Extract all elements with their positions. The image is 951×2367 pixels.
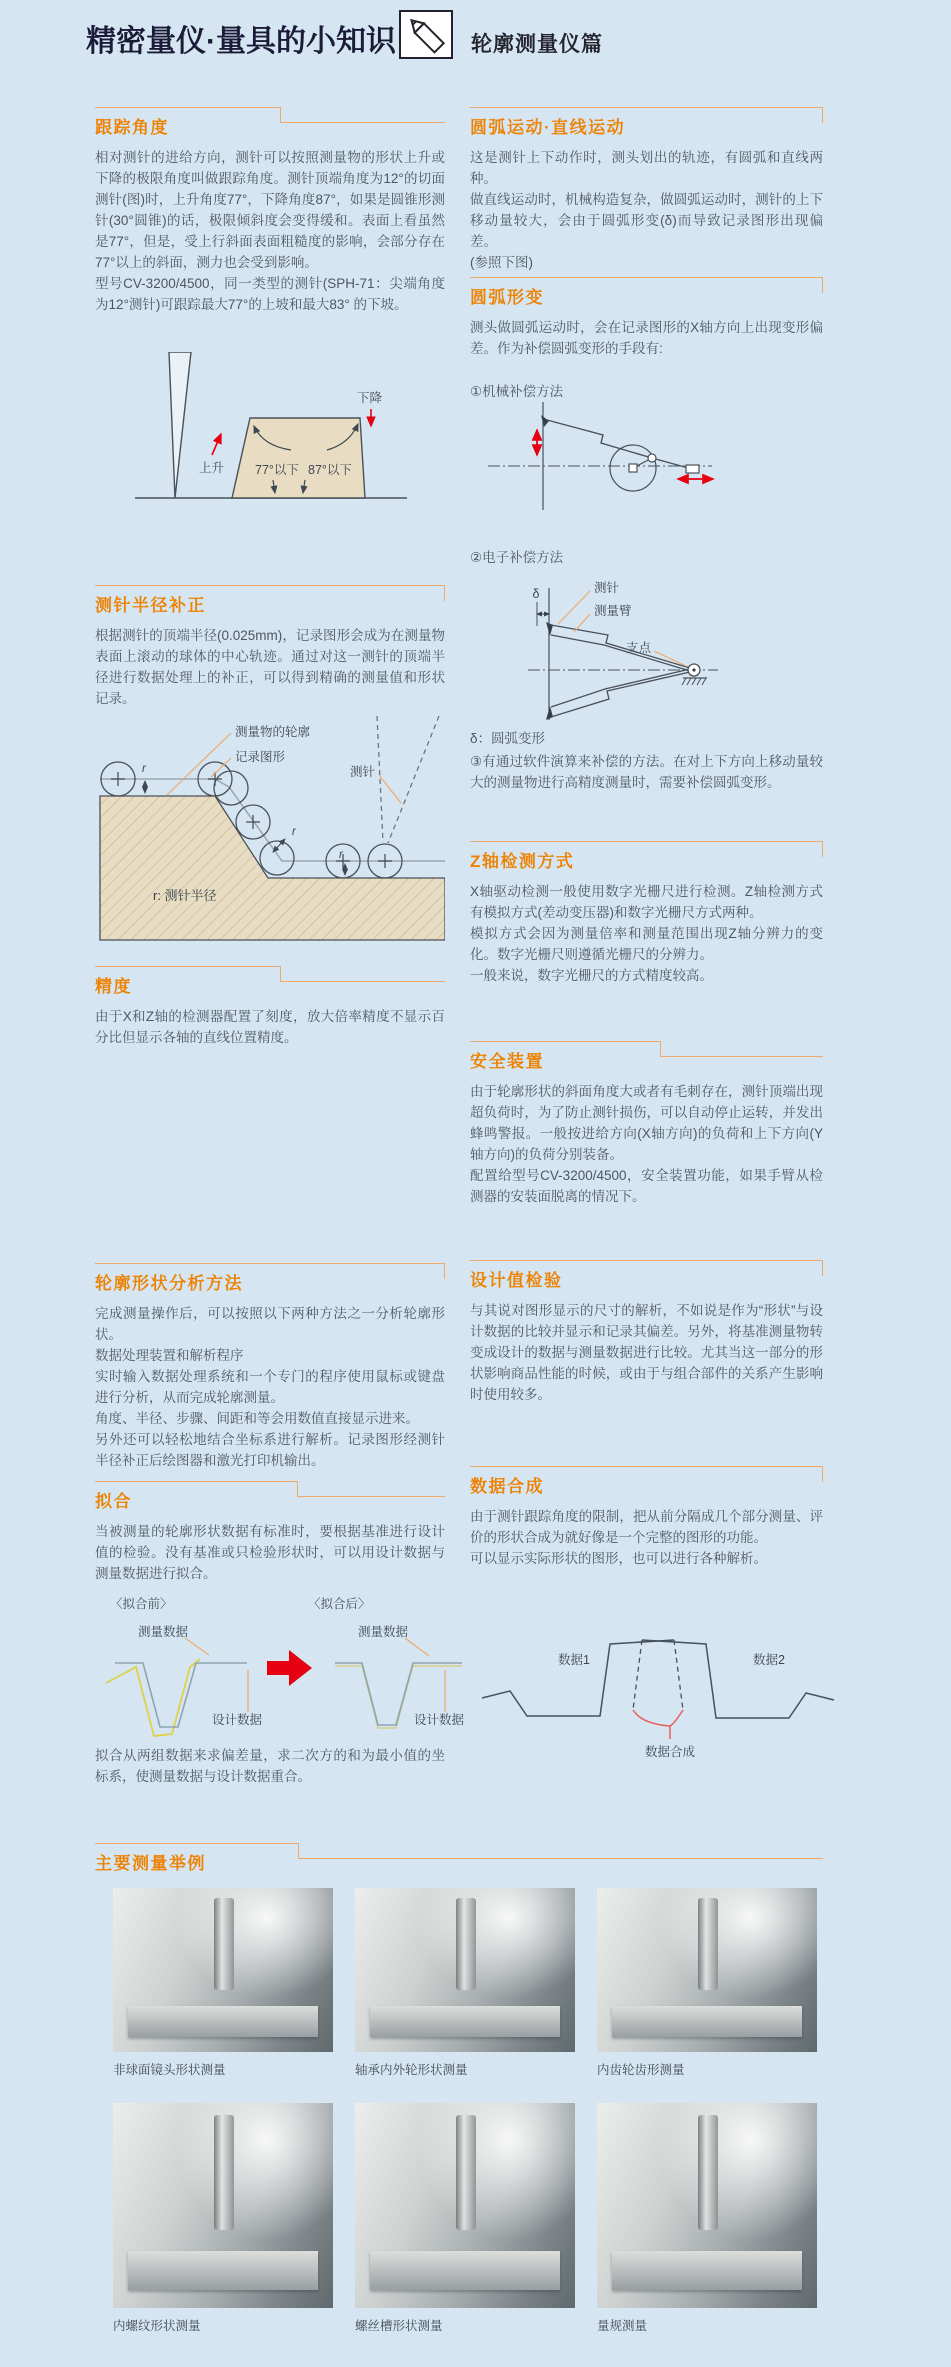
after-fitting-label: 〈拟合后〉 bbox=[308, 1597, 371, 1611]
section-title: 圆弧形变 bbox=[470, 288, 544, 307]
r-label: r bbox=[292, 826, 296, 838]
paragraph: X轴驱动检测一般使用数字光栅尺进行检测。Z轴检测方式有模拟方式(差动变压器)和数字光栅尺方式两种。 bbox=[470, 884, 823, 920]
fitting-conclusion: 拟合从两组数据来求偏差量，求二次方的和为最小值的坐标系，使测量数据与设计数据重合。 bbox=[95, 1748, 445, 1784]
paragraph: 这是测针上下动作时，测头划出的轨迹，有圆弧和直线两种。 bbox=[470, 150, 823, 186]
method1-label: ①机械补偿方法 bbox=[470, 384, 564, 399]
paragraph: 由于轮廓形状的斜面角度大或者有毛刺存在，测针顶端出现超负荷时，为了防止测针损伤，可以自动停止运转，并发出蜂鸣警报。一般按进给方向(X轴方向)的负荷和上下方向(Y轴方向)的负荷分别装备。 bbox=[470, 1084, 823, 1162]
paragraph: 测头做圆弧运动时，会在记录图形的X轴方向上出现变形偏差。作为补偿圆弧变形的手段有: bbox=[470, 320, 823, 356]
angle-down-label: 87°以下 bbox=[308, 463, 352, 477]
paragraph: 当被测量的轮廓形状数据有标准时，要根据基准进行设计值的检验。没有基准或只检验形状时，可以用设计数据与测量数据进行拟合。 bbox=[95, 1524, 445, 1581]
example-caption: 螺丝槽形状测量 bbox=[355, 2319, 443, 2333]
paragraph: 由于测针跟踪角度的限制，把从前分隔成几个部分测量、评价的形状合成为就好像是一个完整的图形的功能。 bbox=[470, 1509, 823, 1545]
example-item bbox=[597, 1888, 817, 2078]
paragraph: 数据处理装置和解析程序 bbox=[95, 1348, 244, 1363]
data-synthesis-diagram bbox=[470, 1612, 846, 1767]
rise-label: 上升 bbox=[199, 461, 225, 475]
section-z-axis-detection bbox=[470, 841, 823, 986]
method3-paragraph: ③有通过软件演算来补偿的方法。在对上下方向上移动量较大的测量物进行高精度测量时，需要补偿圆弧变形。 bbox=[470, 754, 823, 790]
photo-internal-gear bbox=[597, 1888, 817, 2052]
section-tracking-angle bbox=[95, 107, 445, 315]
section-title: 安全装置 bbox=[470, 1052, 544, 1071]
radius-note: r: 测针半径 bbox=[153, 888, 217, 903]
photo-internal-thread bbox=[113, 2103, 333, 2308]
data1-label: 数据1 bbox=[558, 1653, 590, 1667]
before-fitting-label: 〈拟合前〉 bbox=[110, 1597, 173, 1611]
merge-curve bbox=[633, 1710, 670, 1726]
paragraph: (参照下图) bbox=[470, 255, 533, 270]
lower-arm bbox=[551, 672, 690, 717]
delta-note: δ：圆弧变形 bbox=[470, 731, 546, 746]
example-item bbox=[355, 2103, 575, 2334]
paragraph: 完成测量操作后，可以按照以下两种方法之一分析轮廓形状。 bbox=[95, 1306, 445, 1342]
paragraph: 与其说对图形显示的尺寸的解析，不如说是作为“形状”与设计数据的比较并显示和记录其偏差。另外，将基准测量物转变成设计的数据与测量数据进行比较。尤其当这一部分的形状影响商品性能的时候，或由于与组合部件的关系产生影响时使用较多。 bbox=[470, 1303, 823, 1402]
angle-up-label: 77°以下 bbox=[255, 463, 299, 477]
section-arc-deformation bbox=[470, 277, 823, 402]
section-title: 数据合成 bbox=[470, 1477, 544, 1496]
measured-data-label: 测量数据 bbox=[138, 1625, 189, 1639]
section-profile-analysis bbox=[95, 1263, 445, 1471]
fitting-diagram bbox=[88, 1588, 478, 1753]
section-title: Z轴检测方式 bbox=[470, 852, 575, 871]
radius-compensation-diagram bbox=[95, 708, 445, 948]
paragraph: 角度、半径、步骤、间距和等会用数值直接显示进来。 bbox=[95, 1411, 419, 1426]
electronic-compensation-diagram bbox=[470, 568, 823, 728]
section-radius-compensation bbox=[95, 585, 445, 709]
example-caption: 量规测量 bbox=[597, 2319, 648, 2333]
workpiece-profile bbox=[100, 796, 445, 940]
section-title: 精度 bbox=[95, 977, 132, 996]
example-item bbox=[355, 1888, 575, 2078]
rise-arrow bbox=[212, 434, 221, 455]
paragraph: 型号CV-3200/4500，同一类型的测针(SPH-71：尖端角度为12°测针)可跟踪最大77°的上坡和最大83° 的下坡。 bbox=[95, 276, 445, 312]
example-item bbox=[597, 2103, 817, 2334]
paragraph: 一般来说，数字光栅尺的方式精度较高。 bbox=[470, 968, 713, 983]
page-title: 精密量仪·量具的小知识 bbox=[86, 25, 396, 58]
r-label: r bbox=[339, 849, 343, 861]
stylus-outline-dashed bbox=[388, 716, 439, 843]
measuring-arm bbox=[547, 420, 692, 469]
section-data-synthesis bbox=[470, 1466, 823, 1569]
section-title: 测针半径补正 bbox=[95, 596, 206, 615]
synthesis-label: 数据合成 bbox=[644, 1745, 696, 1759]
photo-bearing-rings bbox=[355, 1888, 575, 2052]
stylus-tip bbox=[541, 415, 549, 427]
merge-curve bbox=[670, 1710, 683, 1726]
data2-profile bbox=[642, 1640, 834, 1718]
paragraph: 可以显示实际形状的图形，也可以进行各种解析。 bbox=[470, 1551, 767, 1566]
stylus-label: 测针 bbox=[350, 765, 376, 779]
workpiece bbox=[232, 418, 365, 498]
example-caption: 非球面镜头形状测量 bbox=[113, 2063, 226, 2077]
mechanical-compensation-diagram bbox=[480, 398, 820, 543]
paragraph: 根据测针的顶端半径(0.025mm)，记录图形会成为在测量物表面上滚动的球体的中心轨迹。通过对这一测针的顶端半径进行数据处理上的补正，可以得到精确的测量值和形状记录。 bbox=[95, 628, 445, 706]
measured-data-label: 测量数据 bbox=[358, 1625, 409, 1639]
stylus-blade bbox=[169, 352, 191, 498]
section-title: 轮廓形状分析方法 bbox=[95, 1274, 243, 1293]
section-title: 圆弧运动·直线运动 bbox=[470, 118, 626, 137]
example-caption: 轴承内外轮形状测量 bbox=[355, 2063, 468, 2077]
arm-label: 测量臂 bbox=[594, 604, 632, 618]
delta-label: δ bbox=[532, 587, 540, 601]
paragraph: 做直线运动时，机械构造复杂，做圆弧运动时，测针的上下移动量较大，会由于圆弧形变(δ)而导致记录图形出现偏差。 bbox=[470, 192, 823, 249]
contour-label: 测量物的轮廓 bbox=[235, 725, 311, 739]
record-label: 记录图形 bbox=[235, 750, 286, 764]
data1-profile bbox=[482, 1640, 674, 1716]
design-data-label: 设计数据 bbox=[212, 1713, 263, 1727]
tracking-angle-diagram bbox=[95, 352, 445, 557]
paragraph: 相对测针的进给方向，测针可以按照测量物的形状上升或下降的极限角度叫做跟踪角度。测针顶端角度为12°的切面测针(图)时，上升角度77°，下降角度87°，如果是圆锥形测针(30°圆锥)的话，极限倾斜度会变得缓和。表面上看虽然是77°，但是，受上行斜面表面粗糙度的影响，会部分存在77°以上的斜面，测力也会受到影响。 bbox=[95, 150, 445, 270]
section-fitting bbox=[95, 1481, 445, 1584]
pivot-label: 支点 bbox=[626, 641, 652, 655]
section-title: 拟合 bbox=[95, 1492, 132, 1511]
design-data-label: 设计数据 bbox=[414, 1713, 465, 1727]
example-caption: 内螺纹形状测量 bbox=[113, 2319, 201, 2333]
paragraph: 配置给型号CV-3200/4500，安全装置功能，如果手臂从检测器的安装面脱离的情况下。 bbox=[470, 1168, 823, 1204]
photo-screw-groove bbox=[355, 2103, 575, 2308]
stylus-label: 测针 bbox=[594, 581, 620, 595]
section-design-value-check bbox=[470, 1260, 823, 1405]
data2-label: 数据2 bbox=[753, 1653, 785, 1667]
section-safety-device bbox=[470, 1041, 823, 1207]
method2-label: ②电子补偿方法 bbox=[470, 550, 564, 565]
upper-arm bbox=[551, 625, 690, 668]
example-item bbox=[113, 2103, 333, 2334]
transform-arrow bbox=[267, 1650, 312, 1686]
section-title: 主要测量举例 bbox=[95, 1854, 206, 1873]
pencil-icon bbox=[399, 10, 453, 59]
photo-aspheric-lens bbox=[113, 1888, 333, 2052]
r-label: r bbox=[142, 763, 146, 775]
paragraph: 模拟方式会因为测量倍率和测量范围出现Z轴分辨力的变化。数字光栅尺则遵循光栅尺的分辨力。 bbox=[470, 926, 823, 962]
paragraph: 实时输入数据处理系统和一个专门的程序使用鼠标或键盘进行分析，从而完成轮廓测量。 bbox=[95, 1369, 445, 1405]
section-arc-linear-motion bbox=[470, 107, 823, 273]
paragraph: 由于X和Z轴的检测器配置了刻度，放大倍率精度不显示百分比但显示各轴的直线位置精度。 bbox=[95, 1009, 445, 1045]
section-accuracy bbox=[95, 966, 445, 1048]
stylus-tip bbox=[546, 622, 553, 636]
section-measurement-examples bbox=[95, 1843, 823, 1874]
fall-label: 下降 bbox=[357, 391, 383, 405]
edition-label: 轮廓测量仪篇 bbox=[471, 33, 603, 56]
example-caption: 内齿轮齿形测量 bbox=[597, 2063, 685, 2077]
section-title: 跟踪角度 bbox=[95, 118, 169, 137]
example-item bbox=[113, 1888, 333, 2078]
paragraph: 另外还可以轻松地结合坐标系进行解析。记录图形经测针半径补正后绘图器和激光打印机输出。 bbox=[95, 1432, 445, 1468]
section-title: 设计值检验 bbox=[470, 1271, 563, 1290]
photo-gauge bbox=[597, 2103, 817, 2308]
